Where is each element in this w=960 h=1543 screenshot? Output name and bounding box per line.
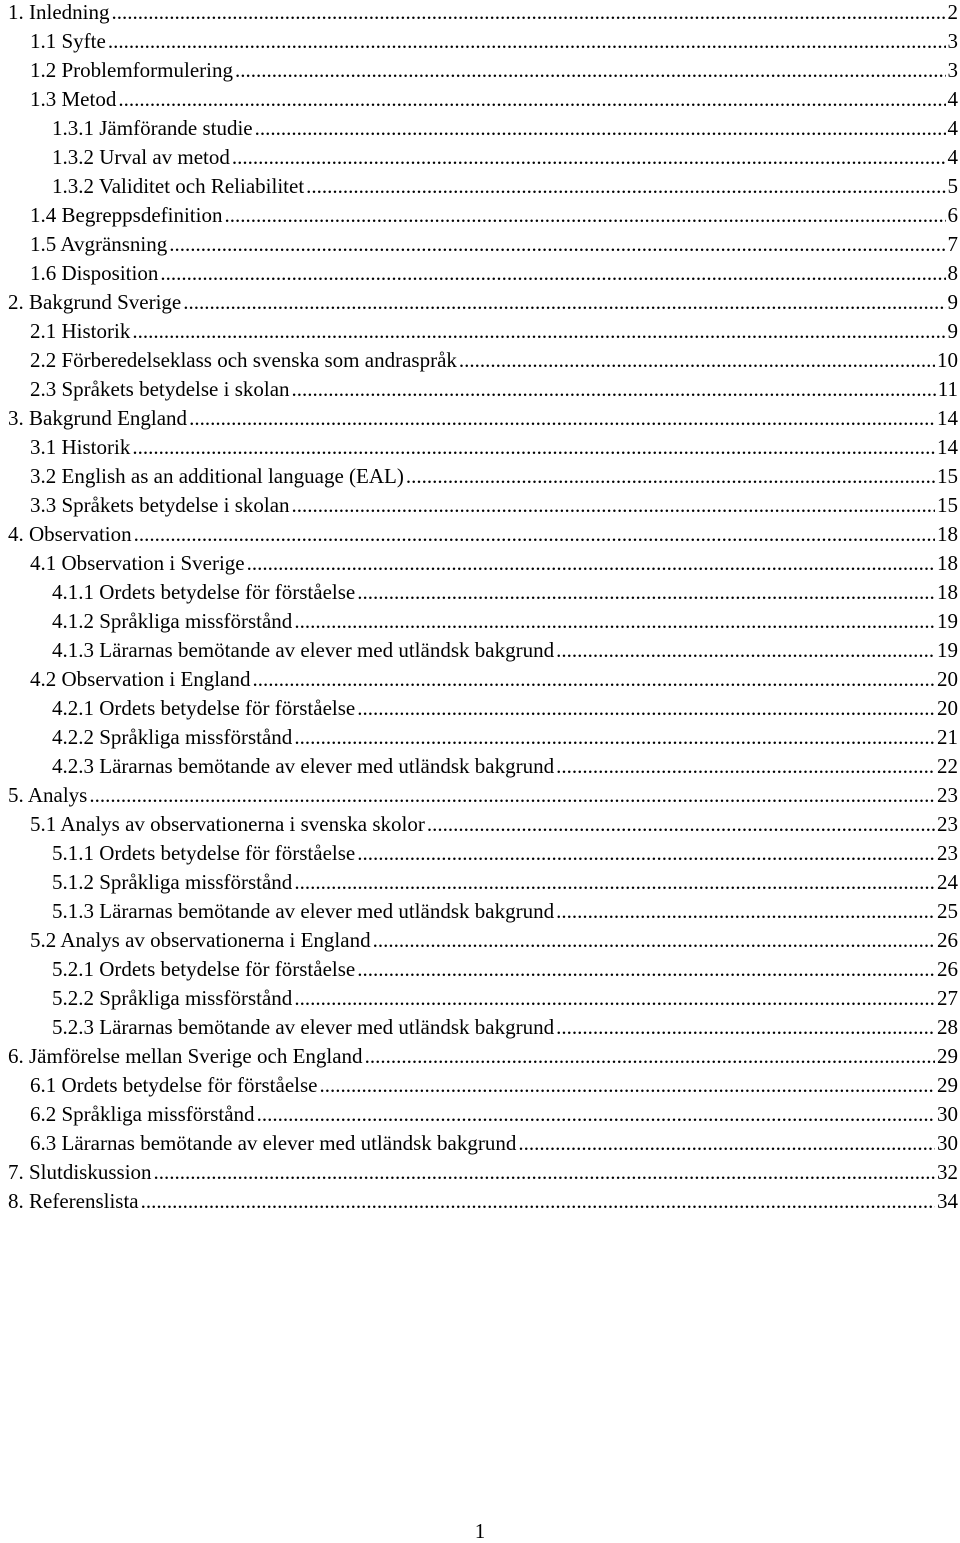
toc-entry[interactable] [8,696,960,725]
toc-entry-page: 3 [947,29,958,53]
toc-entry-page: 10 [937,348,958,372]
toc-entry-title: 1.3.1 Jämförande studie [52,116,253,140]
toc-entry-page: 6 [947,203,958,227]
toc-entry-page: 9 [947,290,958,314]
toc-entry[interactable] [8,1189,960,1218]
toc-entry-page: 22 [937,754,958,778]
toc-entry-title: 4.1 Observation i Sverige [30,551,245,575]
toc-dot-leader [141,1189,935,1214]
toc-entry-page: 20 [937,696,958,720]
toc-entry-title: 2. Bakgrund Sverige [8,290,182,314]
toc-dot-leader [556,638,935,663]
toc-entry-page: 28 [937,1015,958,1039]
toc-entry-title: 2.1 Historik [30,319,131,343]
toc-entry-page: 18 [937,580,958,604]
toc-dot-leader [132,435,935,460]
toc-entry-title: 1.4 Begreppsdefinition [30,203,223,227]
toc-entry-page: 32 [937,1160,958,1184]
toc-dot-leader [132,319,945,344]
toc-entry[interactable] [8,899,960,928]
toc-entry-title: 1.5 Avgränsning [30,232,168,256]
toc-entry-page: 19 [937,638,958,662]
toc-entry[interactable] [8,435,960,464]
toc-entry-page: 18 [937,551,958,575]
toc-entry-title: 5.1.2 Språkliga missförstånd [52,870,293,894]
toc-entry-title: 5.2.3 Lärarnas bemötande av elever med utländsk bakgrund [52,1015,555,1039]
toc-entry-page: 29 [937,1073,958,1097]
toc-entry-title: 1.3 Metod [30,87,117,111]
toc-dot-leader [306,174,945,199]
toc-dot-leader [252,667,935,692]
toc-entry-page: 4 [947,87,958,111]
table-of-contents [8,0,960,1218]
toc-entry-page: 26 [937,957,958,981]
toc-dot-leader [357,841,935,866]
toc-dot-leader [183,290,945,315]
toc-entry-title: 6.3 Lärarnas bemötande av elever med utländsk bakgrund [30,1131,517,1155]
toc-entry-page: 5 [947,174,958,198]
toc-dot-leader [357,580,935,605]
toc-entry[interactable] [8,464,960,493]
toc-entry[interactable] [8,1102,960,1131]
toc-entry[interactable] [8,1044,960,1073]
toc-entry-page: 15 [937,493,958,517]
toc-entry[interactable] [8,638,960,667]
toc-entry[interactable] [8,609,960,638]
toc-entry-page: 18 [937,522,958,546]
toc-entry-title: 2.2 Förberedelseklass och svenska som andraspråk [30,348,457,372]
toc-dot-leader [320,1073,936,1098]
toc-entry-page: 23 [937,812,958,836]
toc-dot-leader [294,609,935,634]
toc-entry-title: 7. Slutdiskussion [8,1160,152,1184]
toc-dot-leader [118,87,945,112]
toc-entry-title: 3.3 Språkets betydelse i skolan [30,493,290,517]
toc-entry-title: 1.3.2 Urval av metod [52,145,230,169]
toc-entry-title: 1.1 Syfte [30,29,106,53]
toc-entry[interactable] [8,232,960,261]
toc-entry-page: 8 [947,261,958,285]
toc-entry-title: 4.2 Observation i England [30,667,251,691]
toc-entry[interactable] [8,58,960,87]
toc-entry-page: 24 [937,870,958,894]
toc-entry-title: 4. Observation [8,522,132,546]
toc-entry-page: 34 [937,1189,958,1213]
toc-dot-leader [556,899,935,924]
toc-entry-title: 5.2 Analys av observationerna i England [30,928,371,952]
toc-entry-page: 23 [937,841,958,865]
toc-dot-leader [373,928,935,953]
toc-entry[interactable] [8,1160,960,1189]
toc-entry-title: 3. Bakgrund England [8,406,188,430]
toc-entry-title: 5.1.1 Ordets betydelse för förståelse [52,841,356,865]
toc-entry[interactable] [8,1073,960,1102]
toc-entry-title: 6. Jämförelse mellan Sverige och England [8,1044,363,1068]
toc-dot-leader [247,551,935,576]
toc-entry-title: 3.1 Historik [30,435,131,459]
toc-entry-page: 29 [937,1044,958,1068]
toc-entry-title: 1.2 Problemformulering [30,58,233,82]
toc-entry-page: 20 [937,667,958,691]
toc-entry-page: 25 [937,899,958,923]
toc-entry-page: 14 [937,406,958,430]
toc-entry[interactable] [8,841,960,870]
toc-dot-leader [224,203,945,228]
toc-entry[interactable] [8,116,960,145]
toc-dot-leader [235,58,946,83]
toc-entry[interactable] [8,754,960,783]
toc-entry-title: 4.2.1 Ordets betydelse för förståelse [52,696,356,720]
toc-entry[interactable] [8,319,960,348]
toc-entry-title: 1.3.2 Validitet och Reliabilitet [52,174,305,198]
toc-entry-page: 26 [937,928,958,952]
toc-entry-title: 3.2 English as an additional language (EAL) [30,464,404,488]
toc-entry-title: 4.1.3 Lärarnas bemötande av elever med utländsk bakgrund [52,638,555,662]
toc-entry-title: 1. Inledning [8,0,110,24]
toc-dot-leader [556,1015,935,1040]
toc-dot-leader [294,870,935,895]
toc-entry-title: 6.2 Språkliga missförstånd [30,1102,255,1126]
toc-entry-page: 30 [937,1131,958,1155]
toc-entry-page: 30 [937,1102,958,1126]
toc-entry[interactable] [8,29,960,58]
toc-entry-title: 6.1 Ordets betydelse för förståelse [30,1073,318,1097]
toc-entry-title: 5.2.2 Språkliga missförstånd [52,986,293,1010]
toc-entry[interactable] [8,87,960,116]
toc-entry[interactable] [8,522,960,551]
toc-entry[interactable] [8,551,960,580]
toc-entry[interactable] [8,986,960,1015]
toc-dot-leader [160,261,945,286]
toc-entry-page: 27 [937,986,958,1010]
toc-dot-leader [459,348,935,373]
toc-dot-leader [357,957,935,982]
toc-entry-page: 4 [947,145,958,169]
toc-dot-leader [294,725,935,750]
toc-dot-leader [108,29,946,54]
toc-entry[interactable] [8,290,960,319]
toc-entry[interactable] [8,783,960,812]
toc-entry[interactable] [8,261,960,290]
toc-entry[interactable] [8,174,960,203]
toc-entry-title: 5.2.1 Ordets betydelse för förståelse [52,957,356,981]
toc-entry-page: 2 [947,0,958,24]
toc-entry-page: 7 [947,232,958,256]
toc-entry[interactable] [8,0,960,29]
toc-entry[interactable] [8,1015,960,1044]
toc-dot-leader [232,145,946,170]
toc-entry[interactable] [8,580,960,609]
toc-entry[interactable] [8,870,960,899]
toc-entry[interactable] [8,1131,960,1160]
toc-entry-title: 4.2.2 Språkliga missförstånd [52,725,293,749]
toc-dot-leader [154,1160,935,1185]
toc-entry-title: 5. Analys [8,783,88,807]
toc-dot-leader [255,116,946,141]
toc-dot-leader [518,1131,935,1156]
toc-dot-leader [406,464,935,489]
page-number: 1 [474,1519,486,1543]
toc-dot-leader [89,783,935,808]
toc-entry-title: 2.3 Språkets betydelse i skolan [30,377,290,401]
toc-entry-page: 4 [947,116,958,140]
toc-dot-leader [427,812,935,837]
toc-entry[interactable] [8,203,960,232]
toc-entry-page: 21 [937,725,958,749]
toc-entry-page: 3 [947,58,958,82]
toc-entry-page: 11 [937,377,958,401]
toc-entry-title: 8. Referenslista [8,1189,139,1213]
toc-entry-page: 15 [937,464,958,488]
toc-entry-title: 4.1.1 Ordets betydelse för förståelse [52,580,356,604]
toc-entry[interactable] [8,493,960,522]
toc-entry-title: 4.1.2 Språkliga missförstånd [52,609,293,633]
toc-dot-leader [294,986,935,1011]
toc-entry[interactable] [8,348,960,377]
toc-dot-leader [292,377,936,402]
toc-dot-leader [257,1102,935,1127]
toc-entry[interactable] [8,812,960,841]
toc-entry[interactable] [8,377,960,406]
toc-entry[interactable] [8,725,960,754]
toc-entry[interactable] [8,957,960,986]
toc-dot-leader [357,696,935,721]
toc-entry[interactable] [8,145,960,174]
toc-entry-page: 14 [937,435,958,459]
toc-entry-page: 19 [937,609,958,633]
toc-entry[interactable] [8,406,960,435]
toc-entry-title: 4.2.3 Lärarnas bemötande av elever med utländsk bakgrund [52,754,555,778]
toc-entry-title: 5.1 Analys av observationerna i svenska skolor [30,812,425,836]
toc-dot-leader [292,493,935,518]
toc-entry-page: 9 [947,319,958,343]
toc-entry-page: 23 [937,783,958,807]
toc-dot-leader [556,754,935,779]
toc-dot-leader [169,232,945,257]
toc-dot-leader [365,1044,935,1069]
toc-dot-leader [111,0,945,25]
toc-dot-leader [134,522,935,547]
toc-entry[interactable] [8,667,960,696]
toc-entry[interactable] [8,928,960,957]
toc-dot-leader [189,406,935,431]
toc-entry-title: 1.6 Disposition [30,261,159,285]
toc-entry-title: 5.1.3 Lärarnas bemötande av elever med utländsk bakgrund [52,899,555,923]
